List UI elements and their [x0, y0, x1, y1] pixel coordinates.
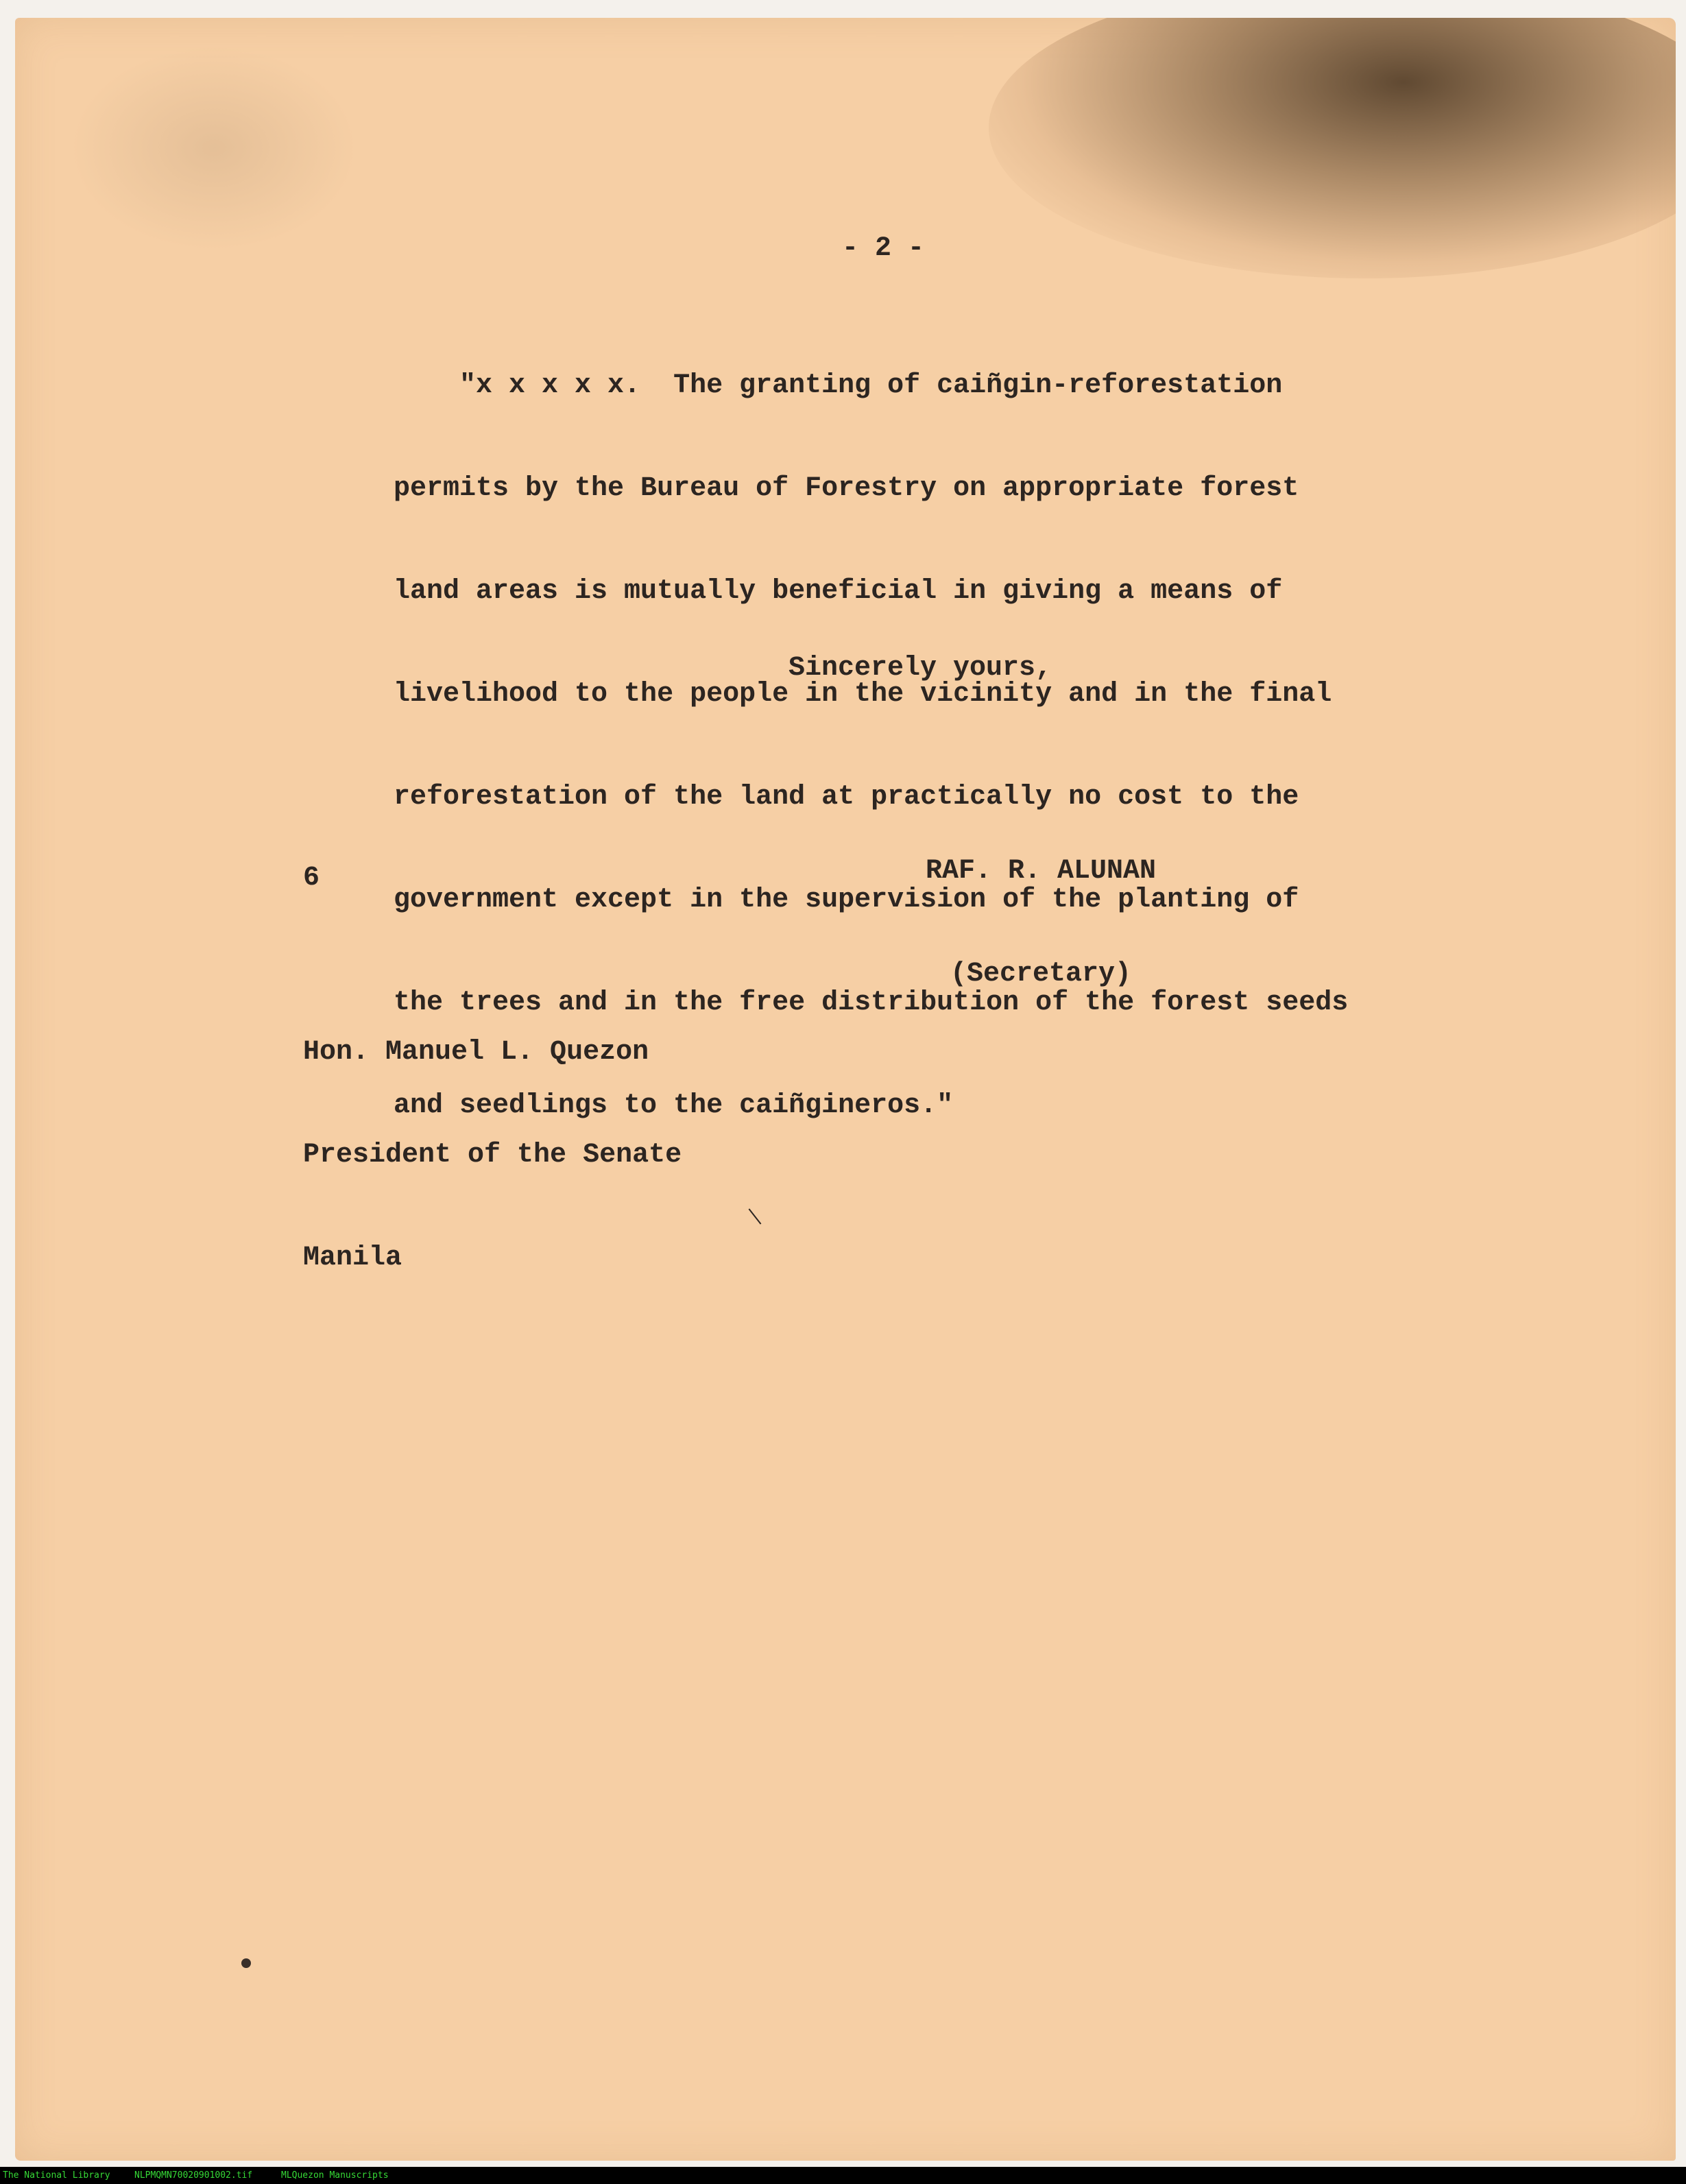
footer-library: The National Library	[3, 2170, 110, 2181]
closing-salutation: Sincerely yours,	[788, 653, 1052, 684]
reference-number: 6	[303, 863, 320, 893]
footer-file-id: NLPMQMN70020901002.tif	[134, 2170, 253, 2181]
addressee-city: Manila	[303, 1243, 402, 1273]
quote-line: "x x x x x. The granting of caiñgin-reforestation	[394, 370, 1283, 401]
quote-line: and seedlings to the caiñgineros."	[394, 1090, 954, 1121]
addressee-title: President of the Senate	[303, 1140, 682, 1171]
faint-stain	[70, 45, 358, 251]
quote-line: government except in the supervision of the planting of	[394, 885, 1299, 915]
ink-spot	[241, 1958, 251, 1968]
quote-line: the trees and in the free distribution of the forest seeds	[394, 987, 1349, 1018]
archive-footer	[0, 2167, 1686, 2184]
quote-line: land areas is mutually beneficial in giving a means of	[394, 576, 1283, 607]
signer-title: (Secretary)	[950, 959, 1132, 989]
quote-line: livelihood to the people in the vicinity and in the final	[394, 679, 1332, 710]
quote-line: permits by the Bureau of Forestry on appropriate forest	[394, 473, 1299, 504]
footer-collection: MLQuezon Manuscripts	[281, 2170, 389, 2181]
addressee-block	[303, 967, 682, 1310]
page-number: - 2 -	[842, 233, 925, 264]
signer-name: RAF. R. ALUNAN	[926, 856, 1157, 887]
water-stain	[989, 18, 1676, 278]
addressee-name: Hon. Manuel L. Quezon	[303, 1037, 649, 1068]
quote-line: reforestation of the land at practically no cost to the	[394, 782, 1299, 813]
signature-block	[926, 786, 1156, 1026]
